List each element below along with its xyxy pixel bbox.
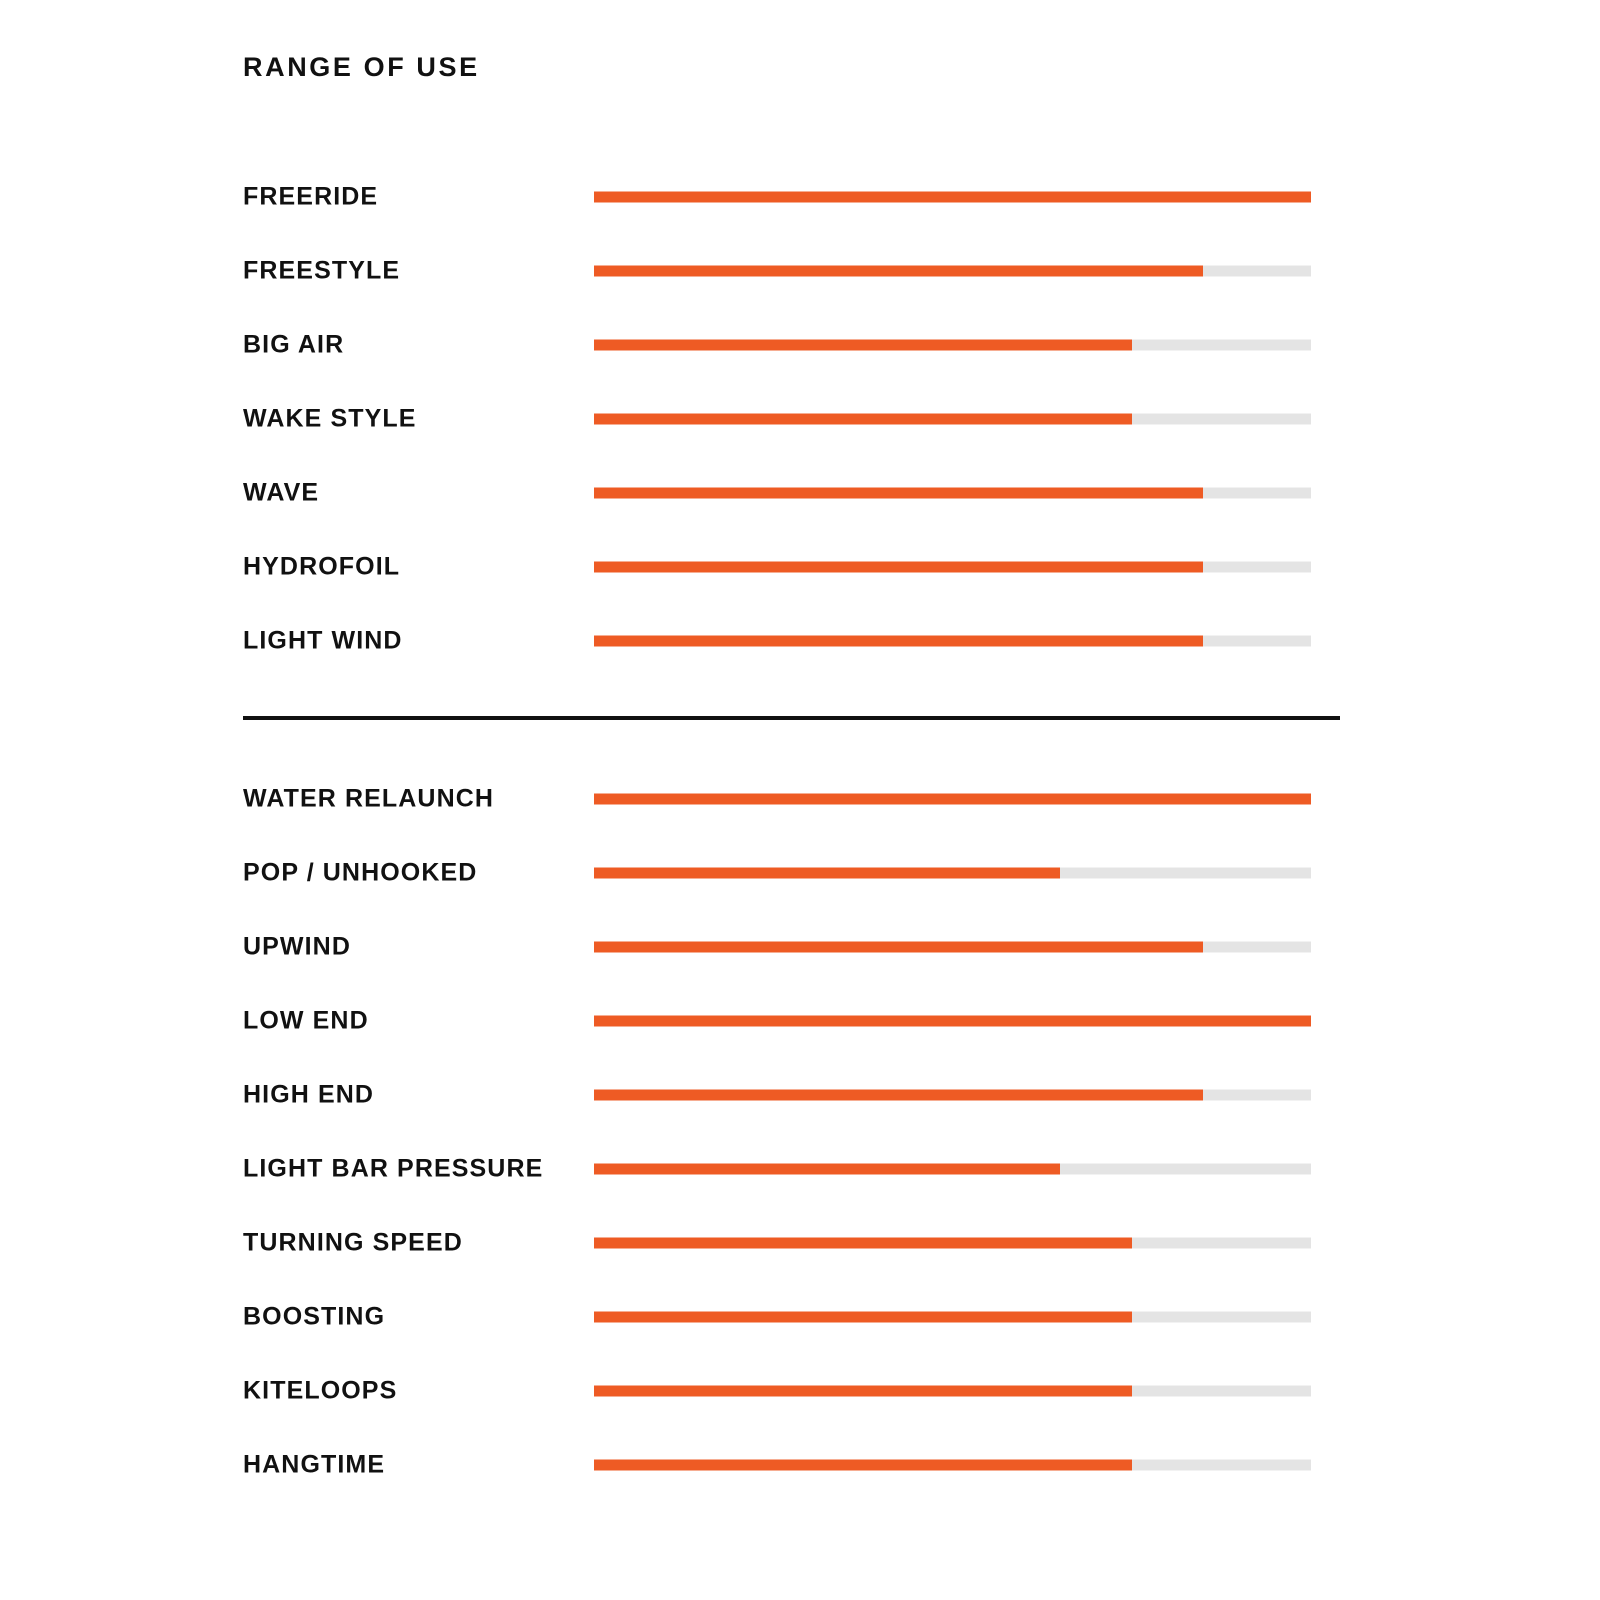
chart-group-performance	[0, 762, 1600, 1502]
chart-bar-fill	[594, 794, 1311, 805]
chart-row-label: HANGTIME	[243, 1450, 386, 1479]
chart-bar-fill	[594, 1460, 1132, 1471]
chart-bar-fill	[594, 562, 1203, 573]
chart-bar-track	[594, 1090, 1311, 1101]
chart-bar-track	[594, 868, 1311, 879]
chart-row-label: WATER RELAUNCH	[243, 784, 495, 813]
chart-row	[0, 910, 1600, 984]
chart-row-label: LOW END	[243, 1006, 369, 1035]
chart-bar-track	[594, 636, 1311, 647]
chart-bar-track	[594, 942, 1311, 953]
chart-bar-track	[594, 192, 1311, 203]
chart-bar-track	[594, 562, 1311, 573]
chart-bar-fill	[594, 488, 1203, 499]
chart-bar-fill	[594, 340, 1132, 351]
chart-bar-fill	[594, 1386, 1132, 1397]
chart-row	[0, 382, 1600, 456]
chart-row-label: BOOSTING	[243, 1302, 386, 1331]
chart-bar-track	[594, 794, 1311, 805]
chart-row	[0, 1058, 1600, 1132]
chart-bar-fill	[594, 1090, 1203, 1101]
chart-row	[0, 1354, 1600, 1428]
chart-row-label: POP / UNHOOKED	[243, 858, 478, 887]
chart-bar-fill	[594, 1238, 1132, 1249]
chart-bar-track	[594, 340, 1311, 351]
chart-row	[0, 604, 1600, 678]
page-title: RANGE OF USE	[243, 52, 480, 82]
chart-bar-fill	[594, 192, 1311, 203]
chart-group-range-of-use	[0, 160, 1600, 678]
chart-bar-track	[594, 1164, 1311, 1175]
chart-row-label: LIGHT WIND	[243, 626, 403, 655]
chart-bar-track	[594, 1238, 1311, 1249]
chart-bar-fill	[594, 636, 1203, 647]
chart-row	[0, 762, 1600, 836]
chart-row-label: TURNING SPEED	[243, 1228, 463, 1257]
chart-bar-fill	[594, 1312, 1132, 1323]
chart-row-label: LIGHT BAR PRESSURE	[243, 1154, 544, 1183]
chart-row-label: WAKE STYLE	[243, 404, 417, 433]
chart-row-label: KITELOOPS	[243, 1376, 398, 1405]
chart-row-label: UPWIND	[243, 932, 351, 961]
chart-row	[0, 1280, 1600, 1354]
chart-row	[0, 1206, 1600, 1280]
chart-row	[0, 160, 1600, 234]
chart-bar-fill	[594, 868, 1060, 879]
chart-row	[0, 1428, 1600, 1502]
chart-row	[0, 836, 1600, 910]
chart-row	[0, 308, 1600, 382]
chart-row-label: WAVE	[243, 478, 320, 507]
chart-row	[0, 530, 1600, 604]
chart-bar-fill	[594, 942, 1203, 953]
chart-bar-fill	[594, 1164, 1060, 1175]
chart-bar-track	[594, 266, 1311, 277]
chart-row	[0, 1132, 1600, 1206]
chart-bar-track	[594, 1312, 1311, 1323]
chart-bar-track	[594, 1460, 1311, 1471]
section-divider	[243, 716, 1340, 720]
chart-bar-track	[594, 414, 1311, 425]
chart-bar-fill	[594, 266, 1203, 277]
chart-row-label: FREERIDE	[243, 182, 379, 211]
chart-row-label: HIGH END	[243, 1080, 375, 1109]
chart-bar-fill	[594, 1016, 1311, 1027]
chart-row-label: FREESTYLE	[243, 256, 401, 285]
chart-bar-track	[594, 488, 1311, 499]
chart-bar-track	[594, 1016, 1311, 1027]
chart-row-label: BIG AIR	[243, 330, 345, 359]
chart-row	[0, 234, 1600, 308]
chart-bar-fill	[594, 414, 1132, 425]
chart-row-label: HYDROFOIL	[243, 552, 401, 581]
chart-row	[0, 984, 1600, 1058]
chart-bar-track	[594, 1386, 1311, 1397]
chart-row	[0, 456, 1600, 530]
